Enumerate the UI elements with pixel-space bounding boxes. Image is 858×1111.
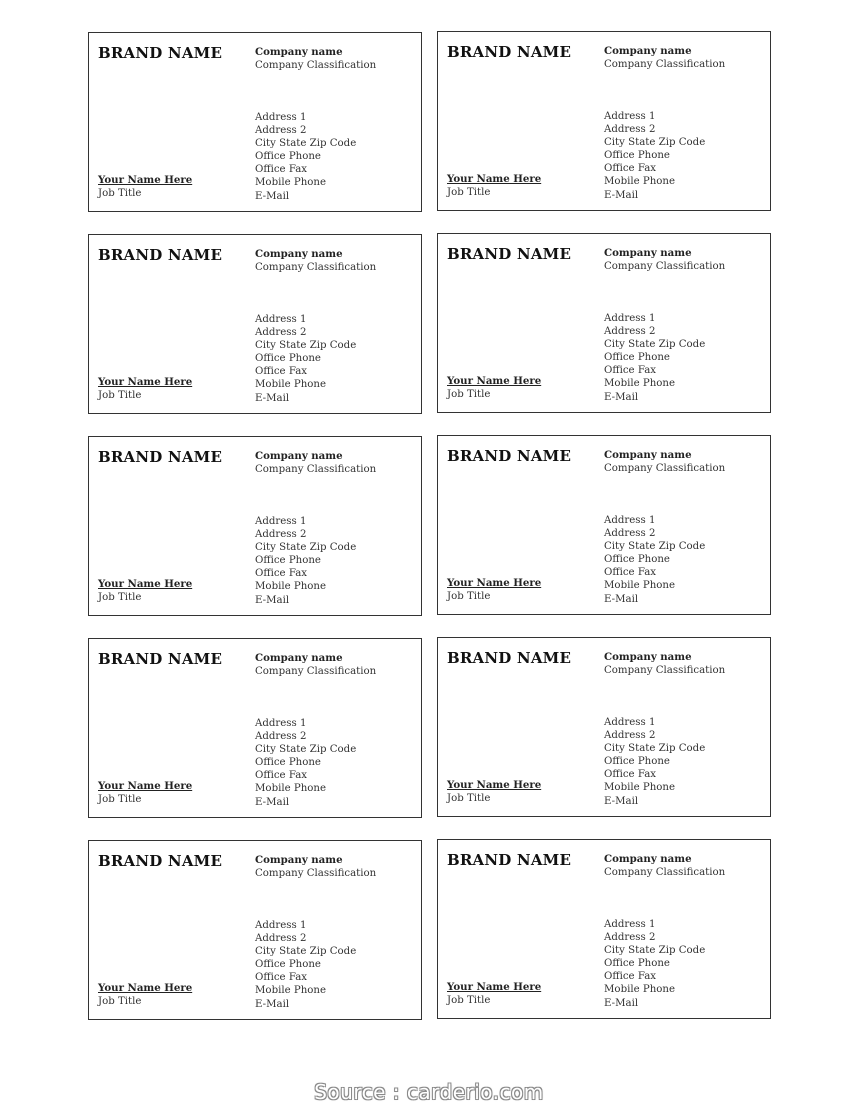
address-line-1: Address 1: [255, 314, 307, 325]
company-name: Company name: [255, 248, 343, 260]
person-name: Your Name Here: [98, 578, 193, 590]
brand-name: BRAND NAME: [447, 43, 572, 61]
brand-name: BRAND NAME: [447, 245, 572, 263]
company-block: [255, 248, 376, 274]
office-phone: Office Phone: [255, 151, 321, 163]
business-card: [437, 435, 771, 615]
company-block: [604, 853, 725, 879]
job-title: Job Title: [447, 591, 491, 603]
email: E-Mail: [604, 997, 639, 1009]
person-block: [447, 375, 541, 401]
person-block: [447, 981, 541, 1007]
email: E-Mail: [604, 189, 639, 201]
address-line-2: Address 2: [604, 124, 656, 136]
contact-details: [604, 918, 705, 1010]
office-phone: Office Phone: [604, 150, 670, 162]
brand-name: BRAND NAME: [98, 852, 223, 870]
address-line-1: Address 1: [604, 515, 656, 526]
mobile-phone: Mobile Phone: [255, 379, 327, 391]
job-title: Job Title: [98, 188, 142, 200]
email: E-Mail: [255, 190, 290, 202]
email: E-Mail: [255, 998, 290, 1010]
address-line-2: Address 2: [604, 528, 656, 540]
office-phone: Office Phone: [255, 959, 321, 971]
company-classification: Company Classification: [604, 867, 726, 878]
address-line-2: Address 2: [255, 933, 307, 945]
mobile-phone: Mobile Phone: [255, 783, 327, 795]
brand-name: BRAND NAME: [98, 44, 223, 62]
business-card: [88, 840, 422, 1020]
contact-details: [255, 919, 356, 1011]
company-classification: Company Classification: [604, 665, 726, 676]
office-fax: Office Fax: [604, 163, 657, 175]
contact-details: [604, 312, 705, 404]
job-title: Job Title: [98, 390, 142, 402]
office-fax: Office Fax: [604, 769, 657, 781]
address-line-1: Address 1: [604, 717, 656, 728]
contact-details: [604, 716, 705, 808]
job-title: Job Title: [447, 389, 491, 401]
office-phone: Office Phone: [604, 958, 670, 970]
city-state-zip: City State Zip Code: [255, 340, 357, 352]
address-line-2: Address 2: [604, 730, 656, 742]
business-card: [437, 637, 771, 817]
mobile-phone: Mobile Phone: [255, 177, 327, 189]
mobile-phone: Mobile Phone: [255, 581, 327, 593]
city-state-zip: City State Zip Code: [604, 137, 706, 149]
office-phone: Office Phone: [255, 757, 321, 769]
brand-name: BRAND NAME: [98, 650, 223, 668]
business-card: [88, 638, 422, 818]
business-card: [88, 234, 422, 414]
person-block: [447, 577, 541, 603]
person-name: Your Name Here: [447, 173, 542, 185]
business-card: [88, 32, 422, 212]
address-line-1: Address 1: [255, 920, 307, 931]
office-fax: Office Fax: [255, 568, 308, 580]
company-name: Company name: [604, 449, 692, 461]
contact-details: [255, 515, 356, 607]
company-classification: Company Classification: [604, 463, 726, 474]
person-block: [98, 578, 192, 604]
city-state-zip: City State Zip Code: [604, 945, 706, 957]
company-block: [255, 46, 376, 72]
person-name: Your Name Here: [98, 780, 193, 792]
address-line-2: Address 2: [255, 327, 307, 339]
address-line-2: Address 2: [255, 731, 307, 743]
office-fax: Office Fax: [255, 164, 308, 176]
company-classification: Company Classification: [255, 60, 377, 71]
city-state-zip: City State Zip Code: [255, 542, 357, 554]
city-state-zip: City State Zip Code: [255, 744, 357, 756]
business-card: [88, 436, 422, 616]
address-line-1: Address 1: [604, 313, 656, 324]
company-name: Company name: [255, 652, 343, 664]
mobile-phone: Mobile Phone: [604, 782, 676, 794]
company-classification: Company Classification: [255, 666, 377, 677]
mobile-phone: Mobile Phone: [604, 378, 676, 390]
company-classification: Company Classification: [604, 261, 726, 272]
office-phone: Office Phone: [604, 352, 670, 364]
email: E-Mail: [604, 593, 639, 605]
company-block: [255, 854, 376, 880]
company-name: Company name: [604, 45, 692, 57]
email: E-Mail: [604, 391, 639, 403]
city-state-zip: City State Zip Code: [255, 946, 357, 958]
brand-name: BRAND NAME: [98, 246, 223, 264]
office-fax: Office Fax: [255, 770, 308, 782]
company-block: [255, 450, 376, 476]
office-phone: Office Phone: [604, 756, 670, 768]
office-fax: Office Fax: [255, 366, 308, 378]
job-title: Job Title: [447, 187, 491, 199]
office-fax: Office Fax: [604, 365, 657, 377]
contact-details: [255, 717, 356, 809]
business-card: [437, 839, 771, 1019]
business-card: [437, 31, 771, 211]
brand-name: BRAND NAME: [447, 447, 572, 465]
office-phone: Office Phone: [255, 555, 321, 567]
business-card: [437, 233, 771, 413]
company-classification: Company Classification: [255, 868, 377, 879]
company-name: Company name: [604, 853, 692, 865]
person-name: Your Name Here: [98, 376, 193, 388]
contact-details: [604, 110, 705, 202]
company-classification: Company Classification: [255, 464, 377, 475]
contact-details: [604, 514, 705, 606]
email: E-Mail: [255, 796, 290, 808]
person-block: [98, 376, 192, 402]
contact-details: [255, 111, 356, 203]
job-title: Job Title: [98, 794, 142, 806]
mobile-phone: Mobile Phone: [255, 985, 327, 997]
mobile-phone: Mobile Phone: [604, 176, 676, 188]
email: E-Mail: [255, 594, 290, 606]
address-line-2: Address 2: [255, 125, 307, 137]
office-fax: Office Fax: [604, 971, 657, 983]
address-line-1: Address 1: [604, 111, 656, 122]
company-name: Company name: [255, 450, 343, 462]
mobile-phone: Mobile Phone: [604, 984, 676, 996]
company-name: Company name: [255, 854, 343, 866]
brand-name: BRAND NAME: [98, 448, 223, 466]
office-phone: Office Phone: [604, 554, 670, 566]
company-block: [604, 449, 725, 475]
person-block: [98, 174, 192, 200]
person-block: [98, 780, 192, 806]
company-name: Company name: [255, 46, 343, 58]
office-phone: Office Phone: [255, 353, 321, 365]
city-state-zip: City State Zip Code: [604, 339, 706, 351]
person-name: Your Name Here: [447, 981, 542, 993]
company-classification: Company Classification: [604, 59, 726, 70]
company-block: [255, 652, 376, 678]
person-block: [98, 982, 192, 1008]
address-line-1: Address 1: [255, 516, 307, 527]
company-block: [604, 651, 725, 677]
contact-details: [255, 313, 356, 405]
address-line-2: Address 2: [604, 326, 656, 338]
company-classification: Company Classification: [255, 262, 377, 273]
city-state-zip: City State Zip Code: [604, 743, 706, 755]
job-title: Job Title: [447, 995, 491, 1007]
email: E-Mail: [604, 795, 639, 807]
office-fax: Office Fax: [255, 972, 308, 984]
brand-name: BRAND NAME: [447, 649, 572, 667]
job-title: Job Title: [98, 996, 142, 1008]
person-block: [447, 779, 541, 805]
job-title: Job Title: [98, 592, 142, 604]
person-block: [447, 173, 541, 199]
email: E-Mail: [255, 392, 290, 404]
person-name: Your Name Here: [98, 982, 193, 994]
company-name: Company name: [604, 247, 692, 259]
company-block: [604, 45, 725, 71]
address-line-2: Address 2: [604, 932, 656, 944]
company-block: [604, 247, 725, 273]
address-line-2: Address 2: [255, 529, 307, 541]
city-state-zip: City State Zip Code: [604, 541, 706, 553]
address-line-1: Address 1: [255, 112, 307, 123]
person-name: Your Name Here: [98, 174, 193, 186]
person-name: Your Name Here: [447, 577, 542, 589]
address-line-1: Address 1: [255, 718, 307, 729]
office-fax: Office Fax: [604, 567, 657, 579]
person-name: Your Name Here: [447, 779, 542, 791]
mobile-phone: Mobile Phone: [604, 580, 676, 592]
city-state-zip: City State Zip Code: [255, 138, 357, 150]
person-name: Your Name Here: [447, 375, 542, 387]
company-name: Company name: [604, 651, 692, 663]
brand-name: BRAND NAME: [447, 851, 572, 869]
source-watermark: Source : carderio.com: [314, 1080, 544, 1104]
address-line-1: Address 1: [604, 919, 656, 930]
job-title: Job Title: [447, 793, 491, 805]
